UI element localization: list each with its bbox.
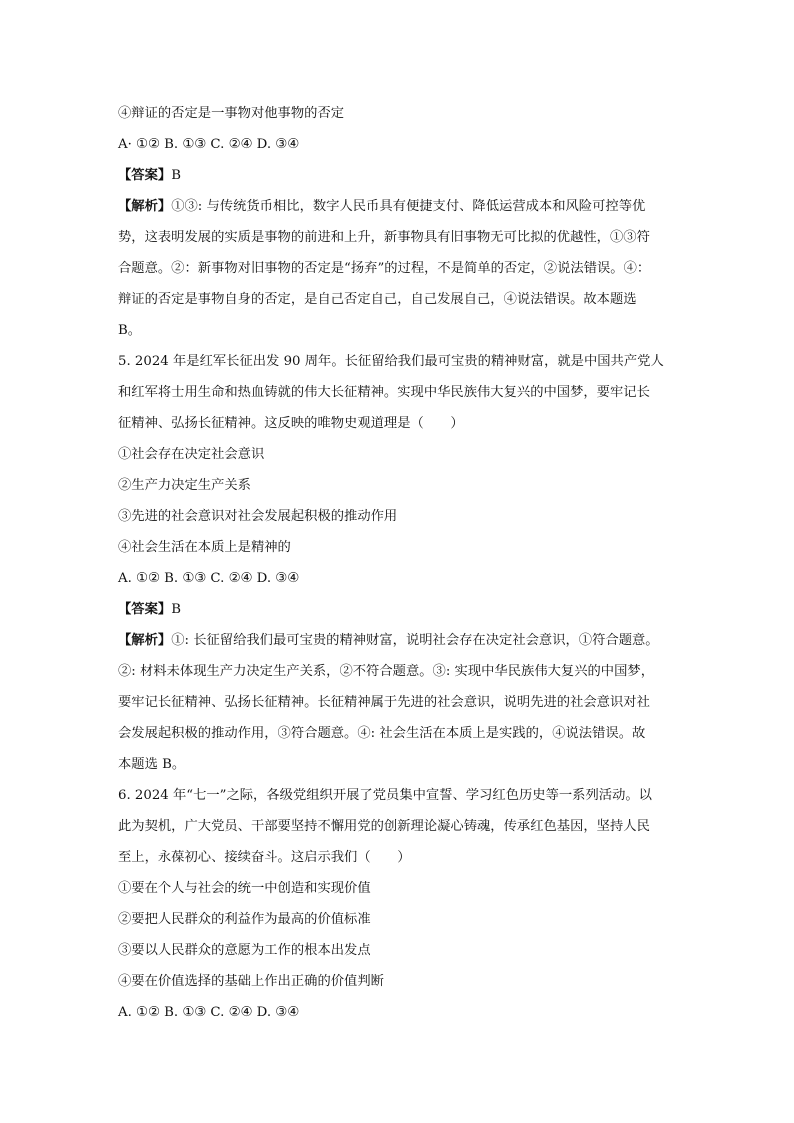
document-page: [118, 98, 680, 1028]
q6-stem: [118, 780, 680, 873]
q6-choices: A. ①② B. ①③ C. ②④ D. ③④: [118, 1005, 300, 1020]
q5-answer: [118, 594, 680, 625]
analysis-label: 【解析】: [118, 199, 172, 214]
analysis-line: 【解析】①③: 与传统货币相比，数字人民币具有便捷支付、降低运营成本和风险可控等优: [118, 199, 646, 214]
stem-line: 5. 2024 年是红军长征出发 90 周年。长征留给我们最可宝贵的精神财富，就是中国共产党人: [118, 354, 664, 369]
analysis-line: 会发展起积极的推动作用，③符合题意。④: 社会生活在本质上是实践的，④说法错误。故: [118, 726, 646, 741]
q4-analysis: [118, 191, 680, 346]
answer-value: B: [171, 602, 181, 617]
q6-option-2: ②要把人民群众的利益作为最高的价值标准: [118, 912, 371, 927]
q4-answer: [118, 160, 680, 191]
q6-option-4: ④要在价值选择的基础上作出正确的价值判断: [118, 974, 384, 989]
q5-choices: A. ①② B. ①③ C. ②④ D. ③④: [118, 571, 300, 586]
stem-line: 6. 2024 年“七一”之际，各级党组织开展了党员集中宣誓、学习红色历史等一系列活动。以: [118, 788, 652, 803]
analysis-line: B。: [118, 323, 142, 338]
stem-line: 和红军将士用生命和热血铸就的伟大长征精神。实现中华民族伟大复兴的中国梦，要牢记长: [118, 385, 650, 400]
q4-option-4: ④辩证的否定是一事物对他事物的否定: [118, 106, 345, 121]
analysis-line: 要牢记长征精神、弘扬长征精神。长征精神属于先进的社会意识，说明先进的社会意识对社: [118, 695, 650, 710]
q5-analysis: [118, 625, 680, 780]
analysis-line: 辩证的否定是事物自身的否定，是自己否定自己，自己发展自己，④说法错误。故本题选: [118, 292, 637, 307]
q4-choices: A· ①② B. ①③ C. ②④ D. ③④: [118, 137, 300, 152]
q6-option-1: ①要在个人与社会的统一中创造和实现价值: [118, 881, 371, 896]
answer-value: B: [171, 168, 181, 183]
stem-line: 此为契机，广大党员、干部要坚持不懈用党的创新理论凝心铸魂，传承红色基因，坚持人民: [118, 819, 650, 834]
analysis-line: 势，这表明发展的实质是事物的前进和上升，新事物具有旧事物无可比拟的优越性，①③符: [118, 230, 650, 245]
analysis-line: 合题意。②：新事物对旧事物的否定是“扬弃”的过程，不是简单的否定，②说法错误。④：: [118, 261, 651, 276]
answer-label: 【答案】: [118, 168, 172, 183]
answer-label: 【答案】: [118, 602, 172, 617]
analysis-label: 【解析】: [118, 633, 172, 648]
stem-line: 至上，永葆初心、接续奋斗。这启示我们（ ）: [118, 850, 411, 865]
q5-option-4: ④社会生活在本质上是精神的: [118, 540, 291, 555]
q5-option-3: ③先进的社会意识对社会发展起积极的推动作用: [118, 509, 398, 524]
q5-option-2: ②生产力决定生产关系: [118, 478, 251, 493]
analysis-line: ②: 材料未体现生产力决定生产关系，②不符合题意。③: 实现中华民族伟大复兴的中国梦，: [118, 664, 654, 679]
analysis-line: 【解析】①: 长征留给我们最可宝贵的精神财富，说明社会存在决定社会意识，①符合题意。: [118, 633, 659, 648]
analysis-line: 本题选 B。: [118, 757, 186, 772]
q6-option-3: ③要以人民群众的意愿为工作的根本出发点: [118, 943, 371, 958]
stem-line: 征精神、弘扬长征精神。这反映的唯物史观道理是（ ）: [118, 416, 464, 431]
q5-stem: [118, 346, 680, 439]
q5-option-1: ①社会存在决定社会意识: [118, 447, 265, 462]
